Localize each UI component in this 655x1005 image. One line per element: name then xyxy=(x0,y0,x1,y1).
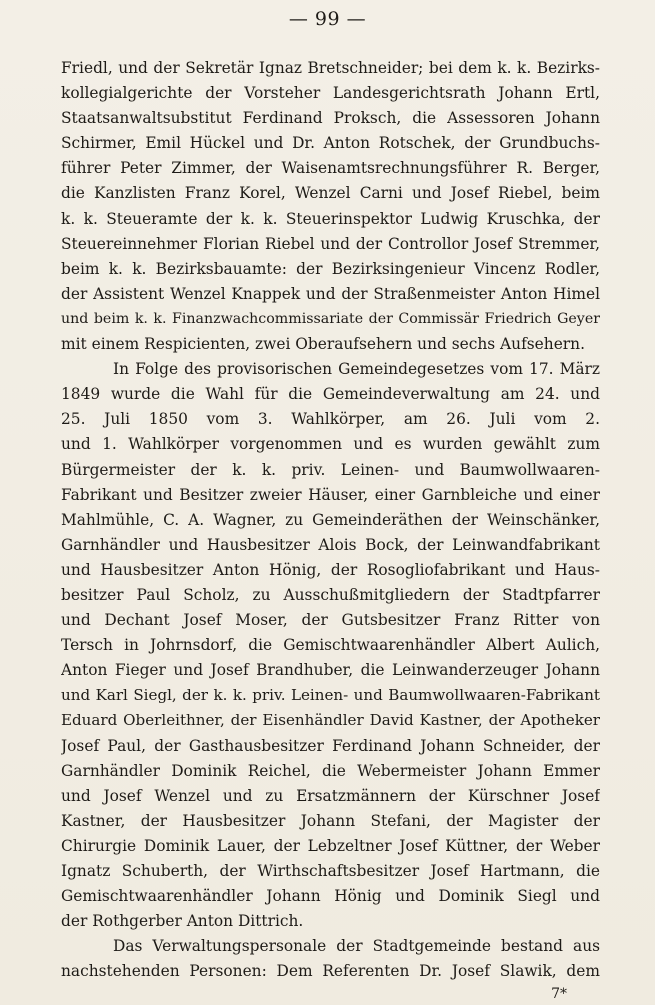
signature-mark: 7* xyxy=(551,986,567,1002)
text-line: der Rothgerber Anton Dittrich. xyxy=(61,912,304,931)
text-line: k. k. Steueramte der k. k. Steuerinspektor Ludwig Kruschka, der xyxy=(61,209,600,228)
text-line: mit einem Respicienten, zwei Oberaufsehern und sechs Aufsehern. xyxy=(61,335,585,354)
text-line: und Dechant Josef Moser, der Gutsbesitzer Franz Ritter von xyxy=(61,611,600,630)
text-line: Staatsanwaltsubstitut Ferdinand Proksch, die Assessoren Johann xyxy=(61,109,600,128)
text-line: die Kanzlisten Franz Korel, Wenzel Carni und Josef Riebel, beim xyxy=(61,184,600,203)
text-line: und Karl Siegl, der k. k. priv. Leinen- und Baumwollwaaren-Fabrikant xyxy=(61,686,600,705)
text-line: Steuereinnehmer Florian Riebel und der Controllor Josef Stremmer, xyxy=(61,234,600,253)
text-line: Tersch in Johrnsdorf, die Gemischtwaarenhändler Albert Aulich, xyxy=(61,636,600,655)
text-line: Josef Paul, der Gasthausbesitzer Ferdinand Johann Schneider, der xyxy=(61,736,600,755)
text-line: und 1. Wahlkörper vorgenommen und es wurden gewählt zum xyxy=(61,435,600,454)
text-line: Ignatz Schuberth, der Wirthschaftsbesitzer Josef Hartmann, die xyxy=(61,862,600,880)
text-line: Das Verwaltungspersonale der Stadtgemeinde bestand aus xyxy=(113,937,600,956)
body-text xyxy=(61,56,600,984)
text-line: Schirmer, Emil Hückel und Dr. Anton Rotschek, der Grundbuchs- xyxy=(61,134,600,153)
text-line: In Folge des provisorischen Gemeindegesetzes vom 17. März xyxy=(113,360,600,379)
text-line: besitzer Paul Scholz, zu Ausschußmitgliedern der Stadtpfarrer xyxy=(61,585,600,604)
text-line: Garnhändler Dominik Reichel, die Webermeister Johann Emmer xyxy=(61,761,600,780)
text-line: Eduard Oberleithner, der Eisenhändler David Kastner, der Apotheker xyxy=(61,711,600,730)
text-line: Kastner, der Hausbesitzer Johann Stefani, der Magister der xyxy=(61,811,600,830)
text-line: der Assistent Wenzel Knappek und der Straßenmeister Anton Himel xyxy=(61,284,600,303)
text-line: Mahlmühle, C. A. Wagner, zu Gemeinderäthen der Weinschänker, xyxy=(61,510,600,529)
text-line: nachstehenden Personen: Dem Referenten Dr. Josef Slawik, dem xyxy=(61,962,600,981)
text-line: und Hausbesitzer Anton Hönig, der Rosogliofabrikant und Haus- xyxy=(61,560,600,579)
text-line: 1849 wurde die Wahl für die Gemeindeverwaltung am 24. und xyxy=(61,385,600,404)
text-line: Fabrikant und Besitzer zweier Häuser, einer Garnbleiche und einer xyxy=(61,485,600,504)
page-number: — 99 — xyxy=(288,8,367,30)
text-line: Garnhändler und Hausbesitzer Alois Bock, der Leinwandfabrikant xyxy=(61,535,600,554)
text-line: Bürgermeister der k. k. priv. Leinen- und Baumwollwaaren- xyxy=(61,460,600,479)
text-line: Chirurgie Dominik Lauer, der Lebzeltner Josef Küttner, der Weber xyxy=(61,836,600,855)
text-line: Anton Fieger und Josef Brandhuber, die Leinwanderzeuger Johann xyxy=(61,661,600,680)
text-line: kollegialgerichte der Vorsteher Landesgerichtsrath Johann Ertl, xyxy=(61,84,600,103)
text-line: und beim k. k. Finanzwachcommissariate der Commissär Friedrich Geyer xyxy=(61,310,600,327)
text-line: beim k. k. Bezirksbauamte: der Bezirksingenieur Vincenz Rodler, xyxy=(61,259,600,278)
text-line: führer Peter Zimmer, der Waisenamtsrechnungsführer R. Berger, xyxy=(61,159,600,178)
text-line: Friedl, und der Sekretär Ignaz Bretschneider; bei dem k. k. Bezirks- xyxy=(61,59,600,77)
text-line: Gemischtwaarenhändler Johann Hönig und Dominik Siegl und xyxy=(61,887,600,906)
text-line: 25. Juli 1850 vom 3. Wahlkörper, am 26. Juli vom 2. xyxy=(61,410,600,429)
text-line: und Josef Wenzel und zu Ersatzmännern der Kürschner Josef xyxy=(61,786,600,805)
